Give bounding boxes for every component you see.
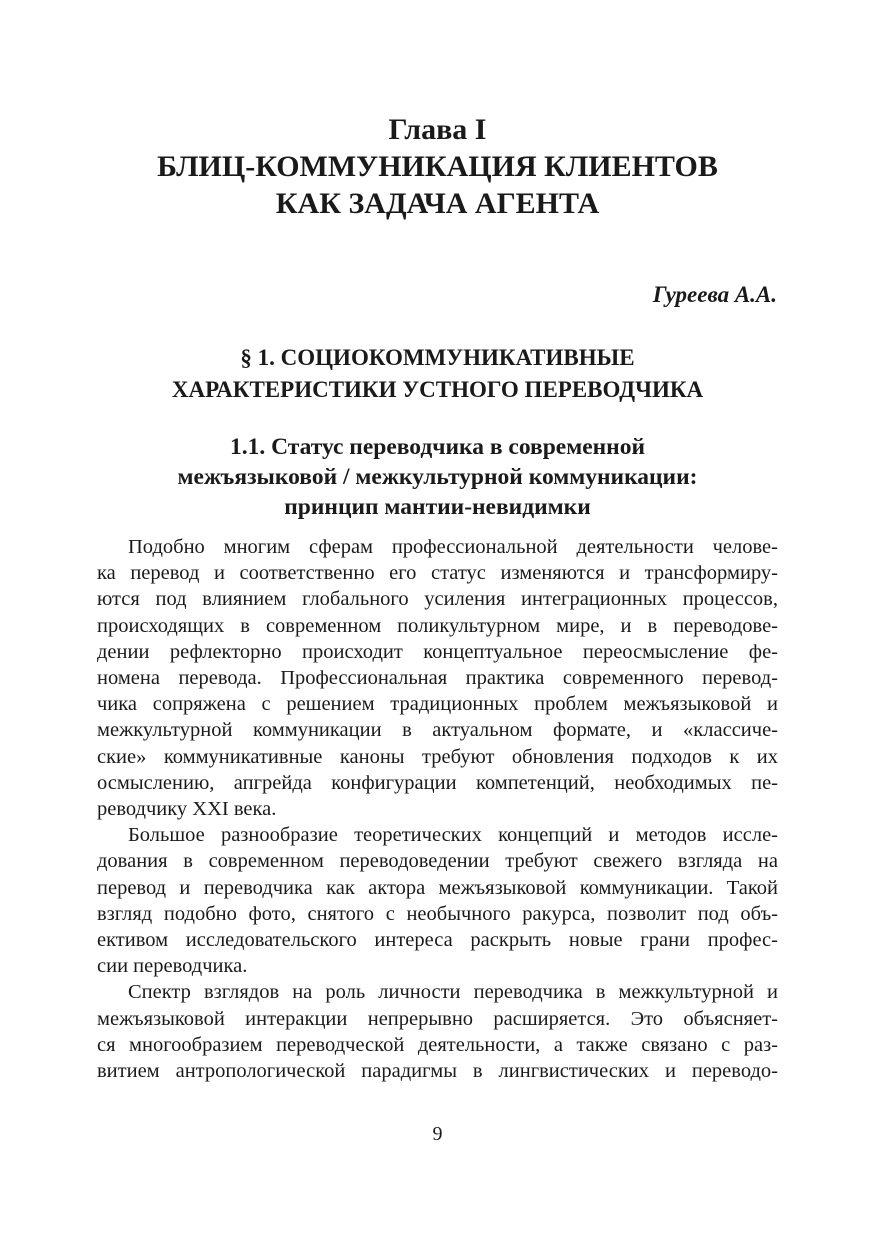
subsection-title-line: межъязыковой / межкультурной коммуникации: — [177, 464, 698, 490]
chapter-title-line: КАК ЗАДАЧА АГЕНТА — [275, 187, 600, 220]
text-line: сии переводчика. — [97, 955, 248, 978]
paragraph — [97, 822, 778, 979]
paragraph — [97, 979, 778, 1084]
subsection-title — [0, 432, 875, 522]
text-line: реводчику XXI века. — [97, 798, 277, 821]
section-title-line: § 1. СОЦИОКОММУНИКАТИВНЫЕ — [240, 345, 635, 370]
text-line: дении рефлекторно происходит концептуальное переосмысление фе- — [97, 640, 778, 663]
text-line: перевод и переводчика как актора межъязыковой коммуникации. Такой — [97, 876, 778, 899]
text-line: Подобно многим сферам профессиональной деятельности челове- — [128, 536, 778, 558]
subsection-title-line: 1.1. Статус переводчика в современной — [229, 434, 646, 460]
text-line: дования в современном переводоведении требуют свежего взгляда на — [97, 850, 778, 873]
text-line: витием антропологической парадигмы в лингвистических и переводо- — [97, 1060, 778, 1083]
subsection-title-line: принцип мантии-невидимки — [284, 494, 591, 520]
text-line: межкультурной коммуникации в актуальном формате, и «классиче- — [97, 719, 778, 742]
text-line: ективом исследовательского интереса раскрыть новые грани профес- — [97, 929, 778, 952]
chapter-heading — [0, 112, 875, 222]
author-name: Гуреева А.А. — [652, 282, 777, 307]
paragraph — [97, 534, 778, 822]
text-line: осмыслению, апгрейда конфигурации компетенций, необходимых пе- — [97, 771, 778, 794]
text-line: взгляд подобно фото, снятого с необычного ракурса, позволит под объ- — [97, 902, 778, 925]
text-line: чика сопряжена с решением традиционных проблем межъязыковой и — [97, 693, 778, 716]
page-number: 9 — [432, 1123, 443, 1145]
section-title-line: ХАРАКТЕРИСТИКИ УСТНОГО ПЕРЕВОДЧИКА — [171, 377, 704, 402]
chapter-label: Глава I — [388, 113, 487, 146]
text-line: ка перевод и соответственно его статус изменяются и трансформиру- — [97, 562, 778, 585]
section-title — [0, 342, 875, 406]
text-line: ются под влиянием глобального усиления интеграционных процессов, — [97, 588, 778, 611]
text-line: ся многообразием переводческой деятельности, а также связано с раз- — [97, 1033, 778, 1056]
text-line: Большое разнообразие теоретических концепций и методов иссле- — [128, 824, 778, 847]
text-line: межъязыковой интеракции непрерывно расширяется. Это объясняет- — [97, 1007, 778, 1030]
body-text — [97, 534, 778, 1084]
text-line: ские» коммуникативные каноны требуют обновления подходов к их — [97, 745, 778, 768]
chapter-title-line: БЛИЦ-КОММУНИКАЦИЯ КЛИЕНТОВ — [157, 150, 718, 183]
text-line: номена перевода. Профессиональная практика современного перевод- — [97, 667, 778, 690]
text-line: Спектр взглядов на роль личности переводчика в межкультурной и — [128, 981, 778, 1004]
text-line: происходящих в современном поликультурном мире, и в переводове- — [97, 614, 778, 637]
